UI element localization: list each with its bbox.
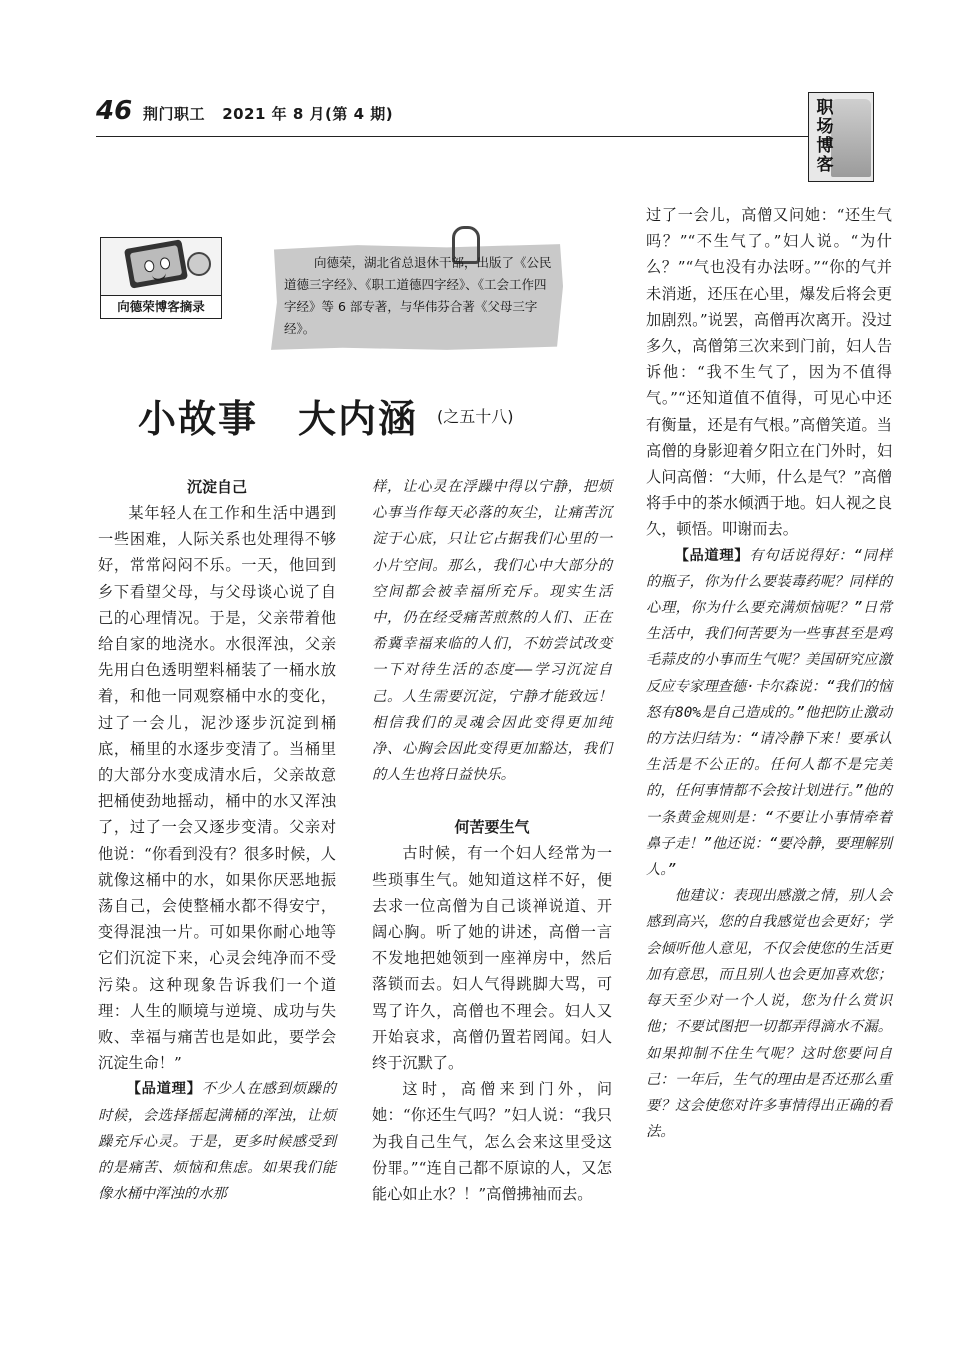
issue-date: 2021 年 8 月(第 4 期) (222, 105, 394, 123)
office-worker-icon (831, 99, 871, 177)
story-paragraph-4: 过了一会儿，高僧又问她：“还生气吗？”“不生气了。”妇人说。“为什么？”“气也没有办法呀。”“你的气并未消逝，还压在心里，爆发后将会更加剧烈。”说罢，高僧再次离开。没过多久，高僧第三次来到门前，妇人告诉他：“我不生气了，因为不值得气。”“还知道值不值得，可见心中还有衡量，还是有气根。”高僧笑道。当高僧的身影迎着夕阳立在门外时，妇人问高僧：“大师，什么是气？”高僧将手中的茶水倾洒于地。妇人视之良久，顿悟。叩谢而去。 (646, 206, 892, 539)
page-number: 46 (96, 96, 133, 126)
author-bio-text: 向德荣，湖北省总退休干部，出版了《公民道德三字经》、《职工道德四字经》、《工会工作四字经》等 6 部专著，与华伟芬合著《父母三字经》。 (284, 255, 552, 336)
story-paragraph-1: 某年轻人在工作和生活中遇到一些困难，人际关系也处理得不够好，常常闷闷不乐。一天，他回到乡下看望父母，与父母谈心说了自己的心理情况。于是，父亲带着他给自家的地浇水。水很浑浊，父亲先用白色透明塑料桶装了一桶水放着，和他一同观察桶中水的变化，过了一会儿，泥沙逐步沉淀到桶底，桶里的水逐步变清了。当桶里的大部分水变成清水后，父亲故意把桶使劲地摇动，桶中的水又浑浊了，过了一会又逐步变清。父亲对他说：“你看到没有？很多时候，人就像这桶中的水，如果你厌恶地振荡自己，会使整桶水都不得安宁，变得混浊一片。可如果你耐心地等它们沉淀下来，心灵会纯净而不受污染。这种现象告诉我们一个道理：人生的顺境与逆境、成功与失败、幸福与痛苦也是如此，要学会沉淀生命！” (98, 504, 336, 1073)
blog-badge-label: 向德荣博客摘录 (101, 295, 221, 318)
article-subtitle: (之五十八) (437, 407, 514, 426)
text-column-3 (646, 202, 892, 1145)
flower-icon (187, 252, 211, 276)
commentary-label: 【品道理】 (674, 547, 750, 564)
header-divider (96, 136, 820, 137)
laptop-mascot-icon (124, 239, 188, 288)
article-title: 小故事 大内涵 (138, 397, 419, 441)
story-paragraph-3: 这时，高僧来到门外，问她：“你还生气吗？”妇人说：“我只为我自己生气，怎么会来这里受这份罪。”“连自己都不原谅的人，又怎能心如止水？！”高僧拂袖而去。 (372, 1080, 612, 1204)
blog-badge (100, 237, 222, 319)
commentary-text-1a: 不少人在感到烦躁的时候，会选择摇起满桶的浑浊，让烦躁充斥心灵。于是，更多时候感受到的是痛苦、烦恼和焦虑。如果我们能像水桶中浑浊的水那 (98, 1081, 337, 1203)
text-column-1 (98, 474, 336, 1207)
header-publication-info (143, 103, 393, 124)
column-tag (808, 92, 874, 182)
commentary-text-2a: 有句话说得好：“同样的瓶子，你为什么要装毒药呢？同样的心理，你为什么要充满烦恼呢？”日常生活中，我们何苦要为一些事甚至是鸡毛蒜皮的小事而生气呢？美国研究应激反应专家理查德·卡尔森说：“我们的恼怒有80%是自己造成的。”他把防止激动的方法归结为：“请冷静下来！要承认生活是不公正的。任何人都不是完美的，任何事情都不会按计划进行。”他的一条黄金规则是：“不要让小事情牵着鼻子走！”他还说：“要冷静，要理解别人。” (646, 547, 893, 879)
section-heading-1: 沉淀自己 (186, 478, 247, 496)
commentary-paragraph-1-cont: 样，让心灵在浮躁中得以宁静，把烦心事当作每天必落的灰尘，让痛苦沉淀于心底，只让它占据我们心里的一小片空间。那么，我们心中大部分的空间都会被幸福所充斥。现实生活中，仍在经受痛苦煎熬的人们、正在希冀幸福来临的人们，不妨尝试改变一下对待生活的态度——学习沉淀自己。人生需要沉淀，宁静才能致远！相信我们的灵魂会因此变得更加纯净、心胸会因此变得更加豁达，我们的人生也将日益快乐。 (372, 479, 612, 784)
commentary-paragraph-3: 他建议：表现出感激之情，别人会感到高兴，您的自我感觉也会更好；学会倾听他人意见，不仅会使您的生活更加有意思，而且别人也会更加喜欢您；每天至少对一个人说，您为什么赏识他；不要试图把一切都弄得滴水不漏。如果抑制不住生气呢？这时您要问自己：一年后，生气的理由是否还那么重要？这会使您对许多事情得出正确的看法。 (646, 888, 892, 1141)
story-paragraph-2: 古时候，有一个妇人经常为一些琐事生气。她知道这样不好，便去求一位高僧为自己谈禅说道、开阔心胸。听了她的讲述，高僧一言不发地把她领到一座禅房中，然后落锁而去。妇人气得跳脚大骂，可骂了许久，高僧也不理会。妇人又开始哀求，高僧仍置若罔闻。妇人终于沉默了。 (372, 844, 612, 1073)
column-tag-text: 职场博客 (816, 98, 834, 175)
publication-name: 荆门职工 (143, 105, 206, 123)
section-heading-2: 何苦要生气 (454, 818, 530, 837)
commentary-paragraph-2 (646, 543, 892, 884)
commentary-label: 【品道理】 (126, 1081, 202, 1098)
text-column-2 (372, 474, 612, 1207)
commentary-paragraph-1 (98, 1076, 336, 1207)
